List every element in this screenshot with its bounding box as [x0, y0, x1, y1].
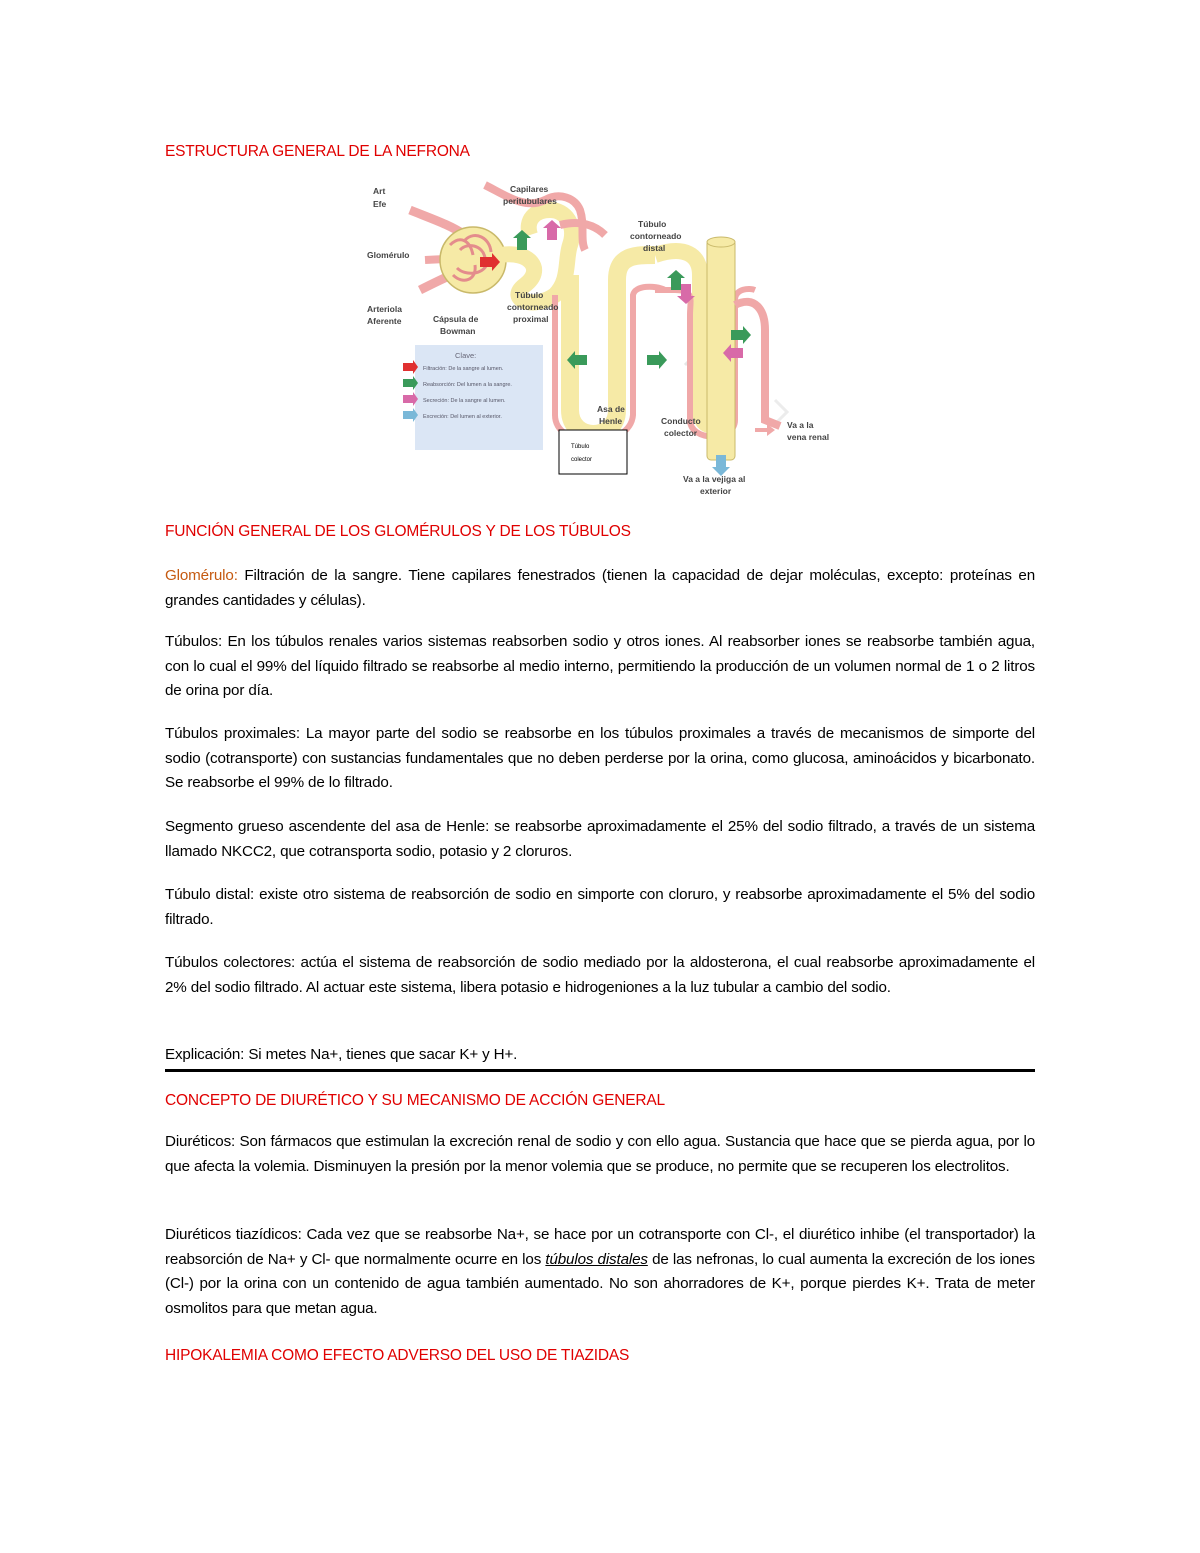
- horizontal-divider: [165, 1069, 1035, 1072]
- label-vena-2: vena renal: [787, 432, 830, 442]
- text-tiazidicos-b: de las nefronas, lo cual aumenta la excreción de los iones (Cl-) por la orina con un contenido de agua también aumentado. No son ahorradores de K+, porque pierdes K+. Trata de meter osmolitos para que metan agua.: [165, 1250, 1035, 1317]
- label-conducto-1: Conducto: [661, 416, 701, 426]
- label-henle: Segmento grueso ascendente del asa de Henle:: [165, 818, 490, 835]
- para-distal: [165, 883, 1035, 932]
- label-glomerulo-text: Glomérulo:: [165, 567, 238, 584]
- text-glomerulo: Filtración de la sangre. Tiene capilares fenestrados (tienen la capacidad de dejar moléculas, excepto: proteínas en grandes cantidades y células).: [165, 567, 1035, 609]
- para-proximales: [165, 722, 1035, 796]
- label-tubulos: Túbulos:: [165, 633, 223, 650]
- label-vejiga-1: Va a la vejiga al: [683, 474, 746, 484]
- text-colectores: actúa el sistema de reabsorción de sodio mediado por la aldosterona, el cual reabsorbe aproximadamente el 2% del sodio filtrado. Al actuar este sistema, libera potasio e hidrogeniones a la luz tubular a cambio del sodio.: [165, 954, 1035, 996]
- heading-concepto: CONCEPTO DE DIURÉTICO Y SU MECANISMO DE ACCIÓN GENERAL: [165, 1092, 665, 1109]
- label-distal-1: Túbulo: [638, 219, 667, 229]
- label-capsula-2: Bowman: [440, 326, 476, 336]
- link-tubulos-distales: túbulos distales: [545, 1250, 648, 1268]
- label-proximal-3: proximal: [513, 314, 549, 324]
- key-filtracion: Filtración: De la sangre al lumen.: [423, 366, 504, 372]
- label-art-efe-1: Art: [373, 186, 386, 196]
- label-explicacion: Explicación:: [165, 1046, 245, 1063]
- label-vejiga-2: exterior: [700, 486, 732, 496]
- label-distal-3: distal: [643, 243, 666, 253]
- text-henle: se reabsorbe aproximadamente el 25% del sodio filtrado, a través de un sistema llamado NKCC2, que cotransporta sodio, potasio y 2 cloruros.: [165, 818, 1035, 860]
- label-capilares-2: peritubulares: [503, 196, 557, 206]
- label-arteriola-1: Arteriola: [367, 304, 402, 314]
- heading-funcion: FUNCIÓN GENERAL DE LOS GLOMÉRULOS Y DE LOS TÚBULOS: [165, 523, 631, 540]
- box-label-2: colector: [571, 457, 593, 463]
- text-proximales: La mayor parte del sodio se reabsorbe en los túbulos proximales a través de mecanismos de simporte del sodio (cotransporte) con sustancias fundamentales que no deben perderse por la orina, como glucosa, aminoácidos y bicarbonato. Se reabsorbe el 99% de lo filtrado.: [165, 725, 1035, 791]
- label-capilares-1: Capilares: [510, 184, 549, 194]
- label-capsula-1: Cápsula de: [433, 314, 479, 324]
- text-explicacion: Si metes Na+, tienes que sacar K+ y H+.: [244, 1046, 518, 1063]
- label-proximales: Túbulos proximales:: [165, 725, 300, 742]
- text-distal: existe otro sistema de reabsorción de sodio en simporte con cloruro, y reabsorbe aproximadamente el 5% del sodio filtrado.: [165, 886, 1036, 928]
- key-secrecion: Secreción: De la sangre al lumen.: [423, 398, 506, 404]
- label-distal-2: contorneado: [630, 231, 682, 241]
- label-proximal-1: Túbulo: [515, 290, 544, 300]
- key-excrecion: Excreción: Del lumen al exterior.: [423, 414, 502, 420]
- label-arteriola-2: Aferente: [367, 316, 402, 326]
- key-reabsorcion: Reabsorción: Del lumen a la sangre.: [423, 382, 512, 388]
- text-tubulos: En los túbulos renales varios sistemas reabsorben sodio y otros iones. Al reabsorber iones se reabsorbe también agua, con lo cual el 99% del líquido filtrado se reabsorbe al medio interno, permitiendo la producción de un volumen normal de 1 o 2 litros de orina por día.: [165, 633, 1035, 699]
- para-colectores: [165, 951, 1035, 1000]
- label-conducto-2: colector: [664, 428, 698, 438]
- label-tiazidicos: Diuréticos tiazídicos:: [165, 1226, 302, 1243]
- para-tubulos: [165, 630, 1035, 704]
- para-henle: [165, 815, 1035, 864]
- heading-hipokalemia: HIPOKALEMIA COMO EFECTO ADVERSO DEL USO DE TIAZIDAS: [165, 1347, 630, 1364]
- heading-estructura: ESTRUCTURA GENERAL DE LA NEFRONA: [165, 143, 470, 160]
- box-label-1: Túbulo: [571, 444, 590, 450]
- label-art-efe-2: Efe: [373, 199, 387, 209]
- para-explicacion: [165, 1043, 1035, 1068]
- label-distal: Túbulo distal:: [165, 886, 255, 903]
- para-glomerulo: [165, 564, 1035, 613]
- label-vena-1: Va a la: [787, 420, 814, 430]
- para-diureticos: [165, 1130, 1035, 1179]
- key-legend: [403, 345, 543, 450]
- label-asa-2: Henle: [599, 416, 623, 426]
- text-diureticos: Son fármacos que estimulan la excreción renal de sodio y con ello agua. Sustancia que hace que se pierda agua, por lo que afecta la volemia. Disminuyen la presión por la menor volemia que se produce, no permite que se recuperen los electrolitos.: [165, 1133, 1035, 1175]
- key-title: Clave:: [455, 351, 477, 360]
- label-asa-1: Asa de: [597, 404, 625, 414]
- text-tiazidicos-a: Cada vez que se reabsorbe Na+, se hace por un cotransporte con Cl-, el diurético inhibe (el transportador) la reabsorción de Na+ y Cl- que normalmente ocurre en los: [165, 1226, 1035, 1268]
- label-proximal-2: contorneado: [507, 302, 559, 312]
- label-colectores: Túbulos colectores:: [165, 954, 296, 971]
- tubulo-colector-box: [559, 430, 627, 474]
- label-diureticos: Diuréticos:: [165, 1133, 236, 1150]
- nephron-diagram: [355, 180, 850, 505]
- para-tiazidicos: [165, 1223, 1035, 1321]
- label-glomerulo: Glomérulo: [367, 250, 410, 260]
